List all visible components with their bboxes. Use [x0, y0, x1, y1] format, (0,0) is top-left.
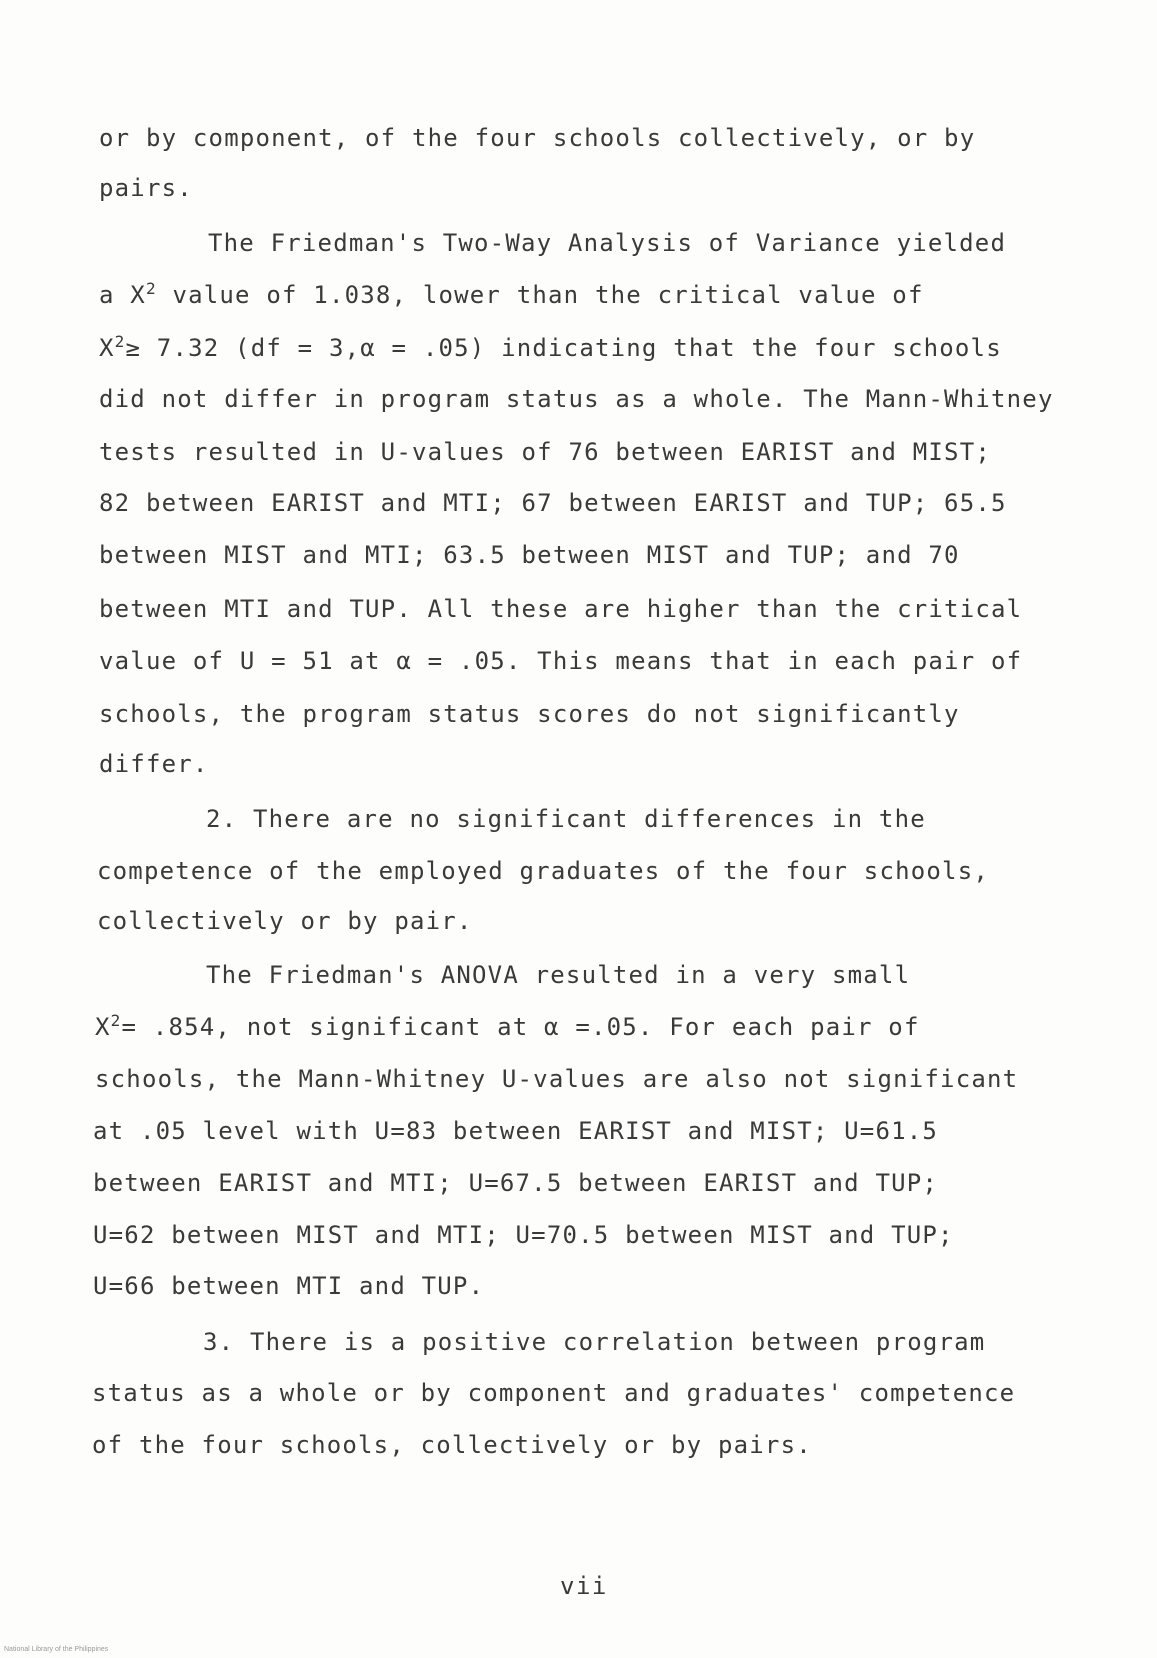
text-line-10: between MTI and TUP. All these are higher than the critical: [99, 595, 1023, 623]
text-run: X: [99, 334, 115, 362]
text-line-18: [95, 1012, 920, 1042]
text-run: X: [95, 1013, 111, 1041]
text-line-3: The Friedman's Two-Way Analysis of Variance yielded: [208, 229, 1007, 257]
text-line-20: at .05 level with U=83 between EARIST and MIST; U=61.5: [93, 1117, 939, 1145]
text-line-16: collectively or by pair.: [97, 907, 473, 935]
text-line-1: or by component, of the four schools collectively, or by: [99, 124, 976, 152]
text-line-19: schools, the Mann-Whitney U-values are also not significant: [95, 1065, 1019, 1093]
superscript: 2: [110, 1011, 122, 1031]
text-line-8: 82 between EARIST and MTI; 67 between EARIST and TUP; 65.5: [99, 489, 1007, 517]
text-line-14: 2. There are no significant differences in the: [206, 805, 926, 833]
text-run: = .854, not significant at ⍺ =.05. For each pair of: [121, 1013, 920, 1041]
superscript: 2: [114, 332, 126, 352]
text-line-21: between EARIST and MTI; U=67.5 between EARIST and TUP;: [93, 1169, 939, 1197]
text-line-17: The Friedman's ANOVA resulted in a very small: [206, 961, 911, 989]
text-line-6: did not differ in program status as a whole. The Mann-Whitney: [99, 385, 1054, 413]
text-line-23: U=66 between MTI and TUP.: [93, 1272, 485, 1300]
text-line-12: schools, the program status scores do not significantly: [99, 700, 960, 728]
superscript: 2: [145, 279, 157, 299]
text-line-5: [99, 333, 1002, 363]
text-line-9: between MIST and MTI; 63.5 between MIST and TUP; and 70: [99, 541, 960, 569]
text-line-22: U=62 between MIST and MTI; U=70.5 between MIST and TUP;: [93, 1221, 954, 1249]
text-line-11: value of U = 51 at ⍺ = .05. This means that in each pair of: [99, 647, 1023, 675]
text-line-2: pairs.: [99, 174, 193, 202]
text-line-15: competence of the employed graduates of the four schools,: [97, 857, 990, 885]
footer-note: National Library of the Philippines: [4, 1646, 109, 1653]
text-line-13: differ.: [99, 750, 209, 778]
text-line-25: status as a whole or by component and graduates' competence: [92, 1379, 1016, 1407]
text-line-7: tests resulted in U-values of 76 between EARIST and MIST;: [99, 438, 992, 466]
text-line-26: of the four schools, collectively or by pairs.: [92, 1431, 812, 1459]
text-run: value of 1.038, lower than the critical value of: [156, 281, 924, 309]
text-run: a X: [99, 281, 146, 309]
text-line-4: [99, 280, 924, 310]
text-line-24: 3. There is a positive correlation between program: [203, 1328, 986, 1356]
page-number: vii: [560, 1572, 608, 1600]
text-run: ≥ 7.32 (df = 3,⍺ = .05) indicating that the four schools: [125, 334, 1002, 362]
